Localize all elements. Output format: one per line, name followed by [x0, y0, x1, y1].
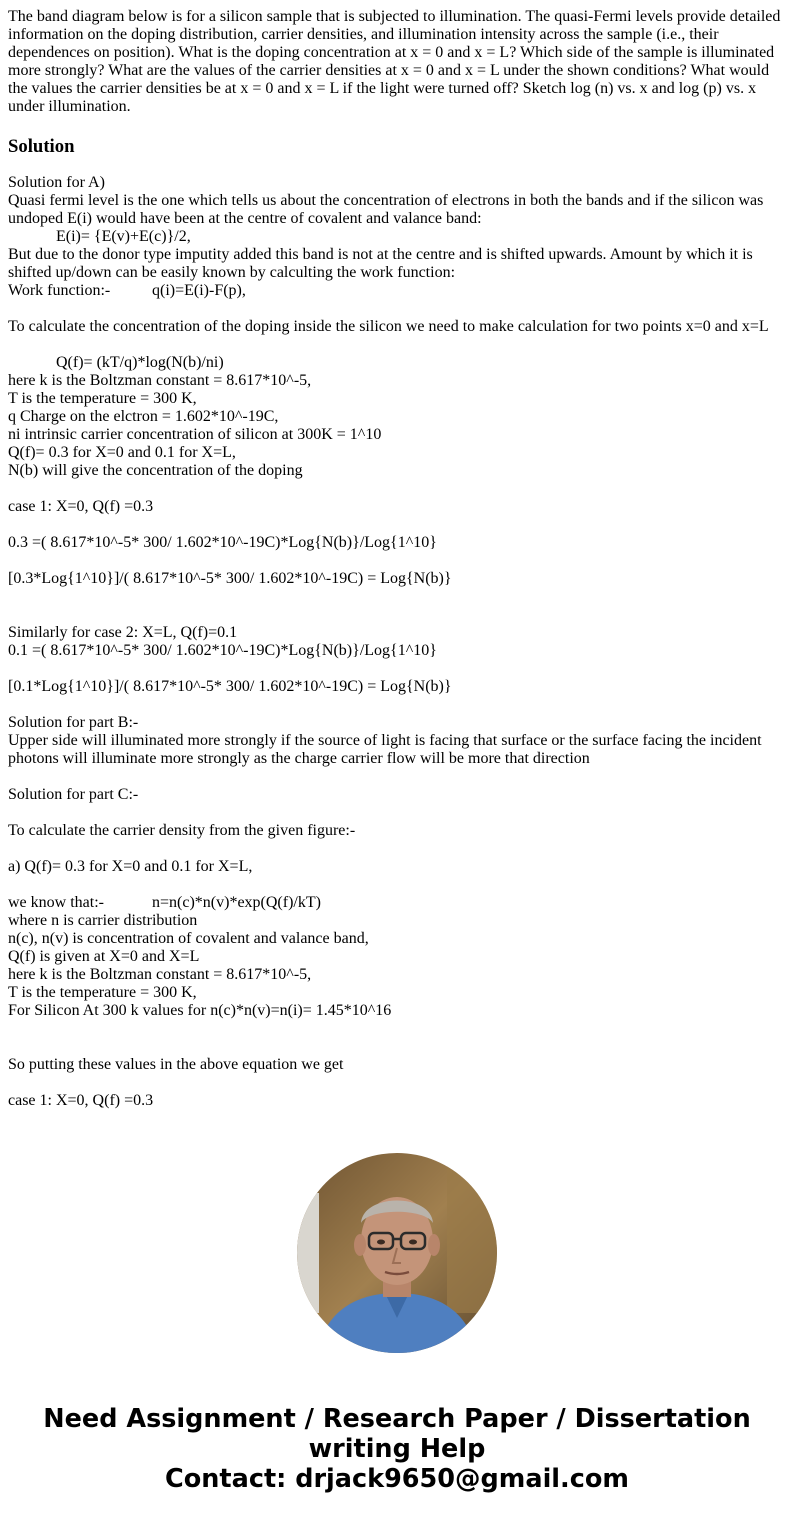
solution-line: E(i)= {E(v)+E(c)}/2, — [8, 228, 191, 245]
solution-line: q Charge on the elctron = 1.602*10^-19C, — [8, 408, 279, 425]
contact-banner — [0, 1404, 794, 1494]
solution-line: Q(f) is given at X=0 and X=L — [8, 948, 200, 965]
solution-line: Quasi fermi level is the one which tells us about the concentration of electrons in both the bands and if the silicon was undoped E(i) would have been at the centre of covalent and valance band: — [8, 192, 768, 227]
solution-line: T is the temperature = 300 K, — [8, 984, 197, 1001]
solution-line: n(c), n(v) is concentration of covalent and valance band, — [8, 930, 369, 947]
solution-body — [8, 174, 786, 1110]
solution-line: Work function:- q(i)=E(i)-F(p), — [8, 282, 246, 299]
solution-line: 0.1 =( 8.617*10^-5* 300/ 1.602*10^-19C)*Log{N(b)}/Log{1^10} — [8, 642, 437, 659]
solution-line: we know that:- n=n(c)*n(v)*exp(Q(f)/kT) — [8, 894, 321, 911]
solution-line: Upper side will illuminated more strongly if the source of light is facing that surface or the surface facing the incident photons will illuminate more strongly as the charge carrier flow will be more that direction — [8, 732, 766, 767]
solution-line: where n is carrier distribution — [8, 912, 198, 929]
solution-line: Q(f)= 0.3 for X=0 and 0.1 for X=L, — [8, 444, 236, 461]
person-photo-icon — [297, 1153, 497, 1353]
solution-line: ni intrinsic carrier concentration of silicon at 300K = 1^10 — [8, 426, 382, 443]
question-text: The band diagram below is for a silicon sample that is subjected to illumination. The quasi-Fermi levels provide detailed information on the doping distribution, carrier densities, and illumination intensity across the sample (i.e., their dependences on position). What is the doping concentration at x = 0 and x = L? Which side of the sample is illuminated more strongly? What are the values of the carrier densities at x = 0 and x = L under the shown conditions? What would the values the carrier densities be at x = 0 and x = L if the light were turned off? Sketch log (n) vs. x and log (p) vs. x under illumination. — [8, 8, 781, 115]
solution-line — [8, 768, 786, 786]
solution-line: here k is the Boltzman constant = 8.617*10^-5, — [8, 966, 312, 983]
solution-line — [8, 1038, 786, 1056]
solution-line — [8, 300, 786, 318]
banner-contact: Contact: drjack9650@gmail.com — [165, 1464, 629, 1494]
solution-line — [8, 606, 786, 624]
solution-line — [8, 336, 786, 354]
solution-line: So putting these values in the above equation we get — [8, 1056, 344, 1073]
solution-line — [8, 696, 786, 714]
solution-line: To calculate the concentration of the doping inside the silicon we need to make calculation for two points x=0 and x=L — [8, 318, 769, 335]
solution-line — [8, 552, 786, 570]
solution-line: case 1: X=0, Q(f) =0.3 — [8, 498, 154, 515]
document-body — [8, 8, 786, 1110]
solution-line — [8, 876, 786, 894]
solution-line — [8, 1074, 786, 1092]
solution-line — [8, 804, 786, 822]
solution-line — [8, 480, 786, 498]
solution-line: a) Q(f)= 0.3 for X=0 and 0.1 for X=L, — [8, 858, 253, 875]
solution-heading: Solution — [8, 136, 75, 157]
solution-line: To calculate the carrier density from the given figure:- — [8, 822, 356, 839]
solution-line: [0.3*Log{1^10}]/( 8.617*10^-5* 300/ 1.602*10^-19C) = Log{N(b)} — [8, 570, 452, 587]
solution-line: here k is the Boltzman constant = 8.617*10^-5, — [8, 372, 312, 389]
solution-line: For Silicon At 300 k values for n(c)*n(v)=n(i)= 1.45*10^16 — [8, 1002, 392, 1019]
solution-line: Solution for part C:- — [8, 786, 139, 803]
solution-line: But due to the donor type imputity added this band is not at the centre and is shifted upwards. Amount by which it is shifted up/down can be easily known by calculting the work function: — [8, 246, 757, 281]
solution-line: N(b) will give the concentration of the doping — [8, 462, 303, 479]
solution-line — [8, 1020, 786, 1038]
solution-line: [0.1*Log{1^10}]/( 8.617*10^-5* 300/ 1.602*10^-19C) = Log{N(b)} — [8, 678, 452, 695]
solution-line: 0.3 =( 8.617*10^-5* 300/ 1.602*10^-19C)*Log{N(b)}/Log{1^10} — [8, 534, 437, 551]
banner-line-1: Need Assignment / Research Paper / Dissertation — [43, 1404, 751, 1434]
author-avatar — [297, 1153, 497, 1353]
solution-line — [8, 660, 786, 678]
banner-line-2: writing Help — [308, 1434, 486, 1464]
solution-line — [8, 516, 786, 534]
solution-line — [8, 588, 786, 606]
solution-line: case 1: X=0, Q(f) =0.3 — [8, 1092, 154, 1109]
solution-line: Q(f)= (kT/q)*log(N(b)/ni) — [8, 354, 224, 371]
solution-line — [8, 840, 786, 858]
solution-line: T is the temperature = 300 K, — [8, 390, 197, 407]
solution-line: Solution for part B:- — [8, 714, 139, 731]
solution-line: Similarly for case 2: X=L, Q(f)=0.1 — [8, 624, 238, 641]
solution-line: Solution for A) — [8, 174, 105, 191]
